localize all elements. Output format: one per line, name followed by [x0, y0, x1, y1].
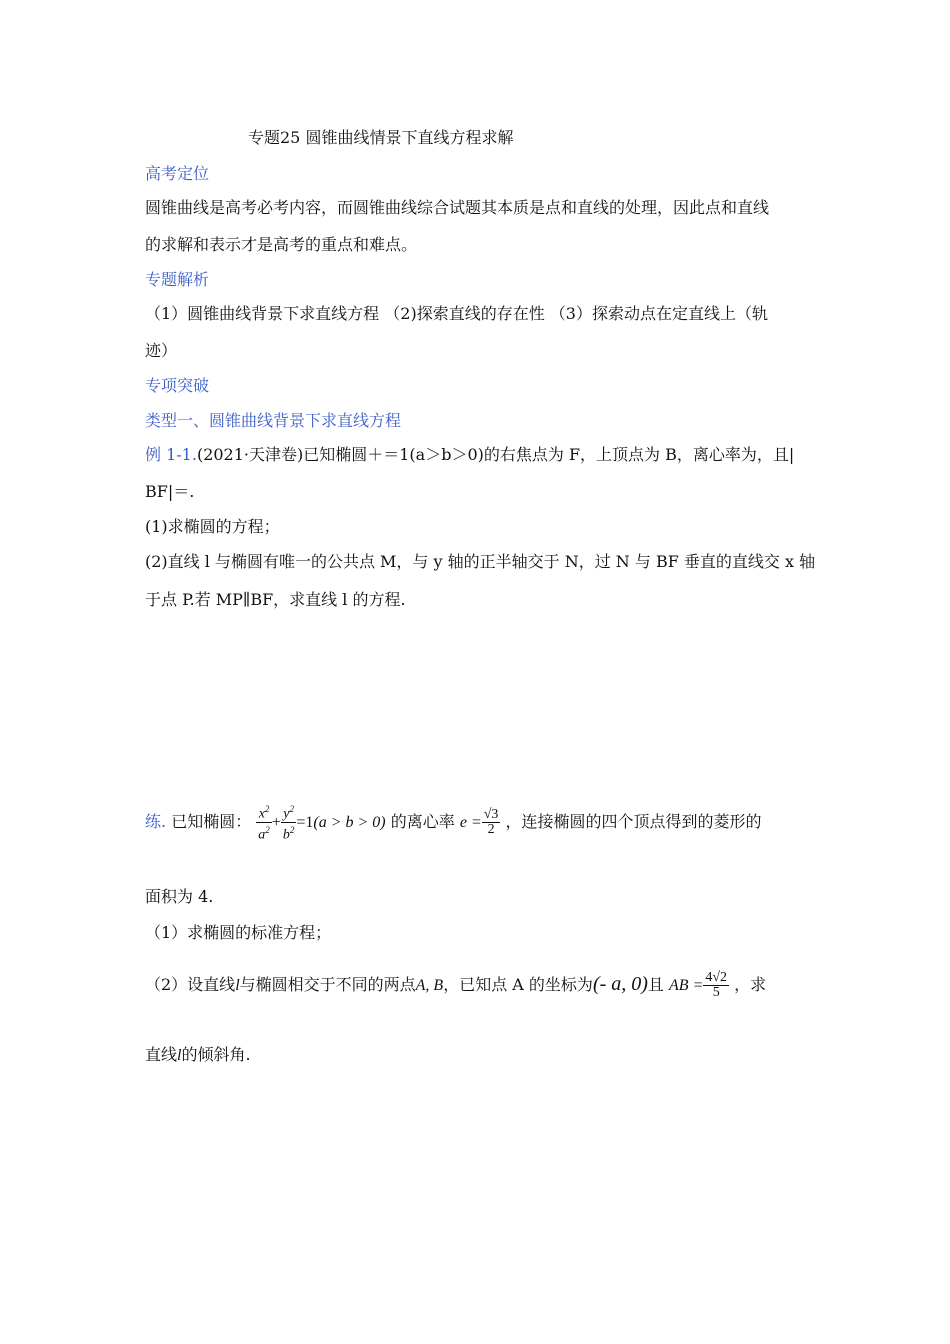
exercise-question-1: （1）求椭圆的标准方程；: [145, 923, 332, 942]
example-question-2-line-2: 于点 P.若 MP∥BF，求直线 l 的方程.: [145, 590, 406, 609]
point-a-coordinate: (- a, 0): [592, 973, 648, 995]
fraction-eccentricity: $\frac{√3}{2}$: [483, 807, 499, 837]
q2-end-text-b: 的倾斜角.: [181, 1045, 251, 1064]
q2-end-text-a: 直线: [145, 1045, 178, 1064]
paragraph-gaokao-1: 圆锥曲线是高考必考内容，而圆锥曲线综合试题其本质是点和直线的处理，因此点和直线: [145, 198, 770, 217]
type1-heading: 类型一、圆锥曲线背景下求直线方程: [145, 411, 402, 430]
example-text-1: (2021·天津卷)已知椭圆＋＝1(a＞b＞0)的右焦点为 F，上顶点为 B，离心率为，且|: [196, 445, 795, 464]
exercise-intro: 已知椭圆：: [171, 812, 252, 831]
points-ab: A, B: [415, 977, 444, 994]
section-heading-breakthrough: 专项突破: [145, 376, 210, 395]
fraction-x2-a2: $\frac{x^2}{a^2}$: [258, 804, 270, 843]
q2-text-c: ，已知点 A 的坐标为: [443, 975, 593, 994]
q2-text-a: （2）设直线: [145, 975, 236, 994]
eccentricity-text: 的离心率: [390, 812, 455, 831]
paragraph-gaokao-2: 的求解和表示才是高考的重点和难点。: [145, 235, 418, 254]
page-title: 专题25 圆锥曲线情景下直线方程求解: [248, 128, 514, 147]
paragraph-analysis-2: 迹）: [145, 341, 178, 360]
ab-length-label: AB =: [669, 977, 704, 994]
section-heading-gaokao: 高考定位: [145, 164, 210, 183]
exercise-question-2: [145, 962, 766, 1008]
example-line-1: [145, 445, 794, 465]
q2-text-b: 与椭圆相交于不同的两点: [239, 975, 416, 994]
section-heading-analysis: 专题解析: [145, 270, 210, 289]
exercise-text-rest: ，连接椭圆的四个顶点得到的菱形的: [505, 812, 762, 831]
fraction-y2-b2: $\frac{y^2}{b^2}$: [282, 804, 295, 843]
exercise-label: 练.: [145, 812, 167, 831]
exercise-line-2: 面积为 4.: [145, 887, 214, 906]
eccentricity-label: e =: [459, 814, 482, 831]
exercise-question-2-end: [145, 1045, 251, 1066]
q2-text-d: 且: [647, 975, 664, 994]
example-question-1: (1)求椭圆的方程；: [145, 517, 280, 536]
paragraph-analysis-1: （1）圆锥曲线背景下求直线方程 （2)探索直线的存在性 （3）探索动点在定直线上（轨: [145, 304, 768, 323]
exercise-line-1: 练. 已知椭圆： $\frac{x^2}{a^2}$ + $\frac{y^2}{b^2}$ =1(a > b > 0) 的离心率 e = $\frac{√3}{2}$ ，连接椭圆的四个顶点得到的菱形的: [145, 804, 762, 843]
line-l-symbol-2: l: [177, 1047, 182, 1064]
equation-rhs: =1: [296, 814, 314, 831]
fraction-ab-length: $\frac{4√2}{5}$: [705, 970, 728, 1000]
q2-text-e: ，求: [734, 975, 767, 994]
ellipse-condition: (a > b > 0): [313, 814, 386, 831]
example-label: 例 1-1.: [145, 445, 197, 464]
example-line-2: BF|＝.: [145, 482, 195, 501]
line-l-symbol: l: [235, 977, 240, 994]
example-question-2-line-1: (2)直线 l 与椭圆有唯一的公共点 M，与 y 轴的正半轴交于 N，过 N 与 BF 垂直的直线交 x 轴: [145, 552, 816, 571]
